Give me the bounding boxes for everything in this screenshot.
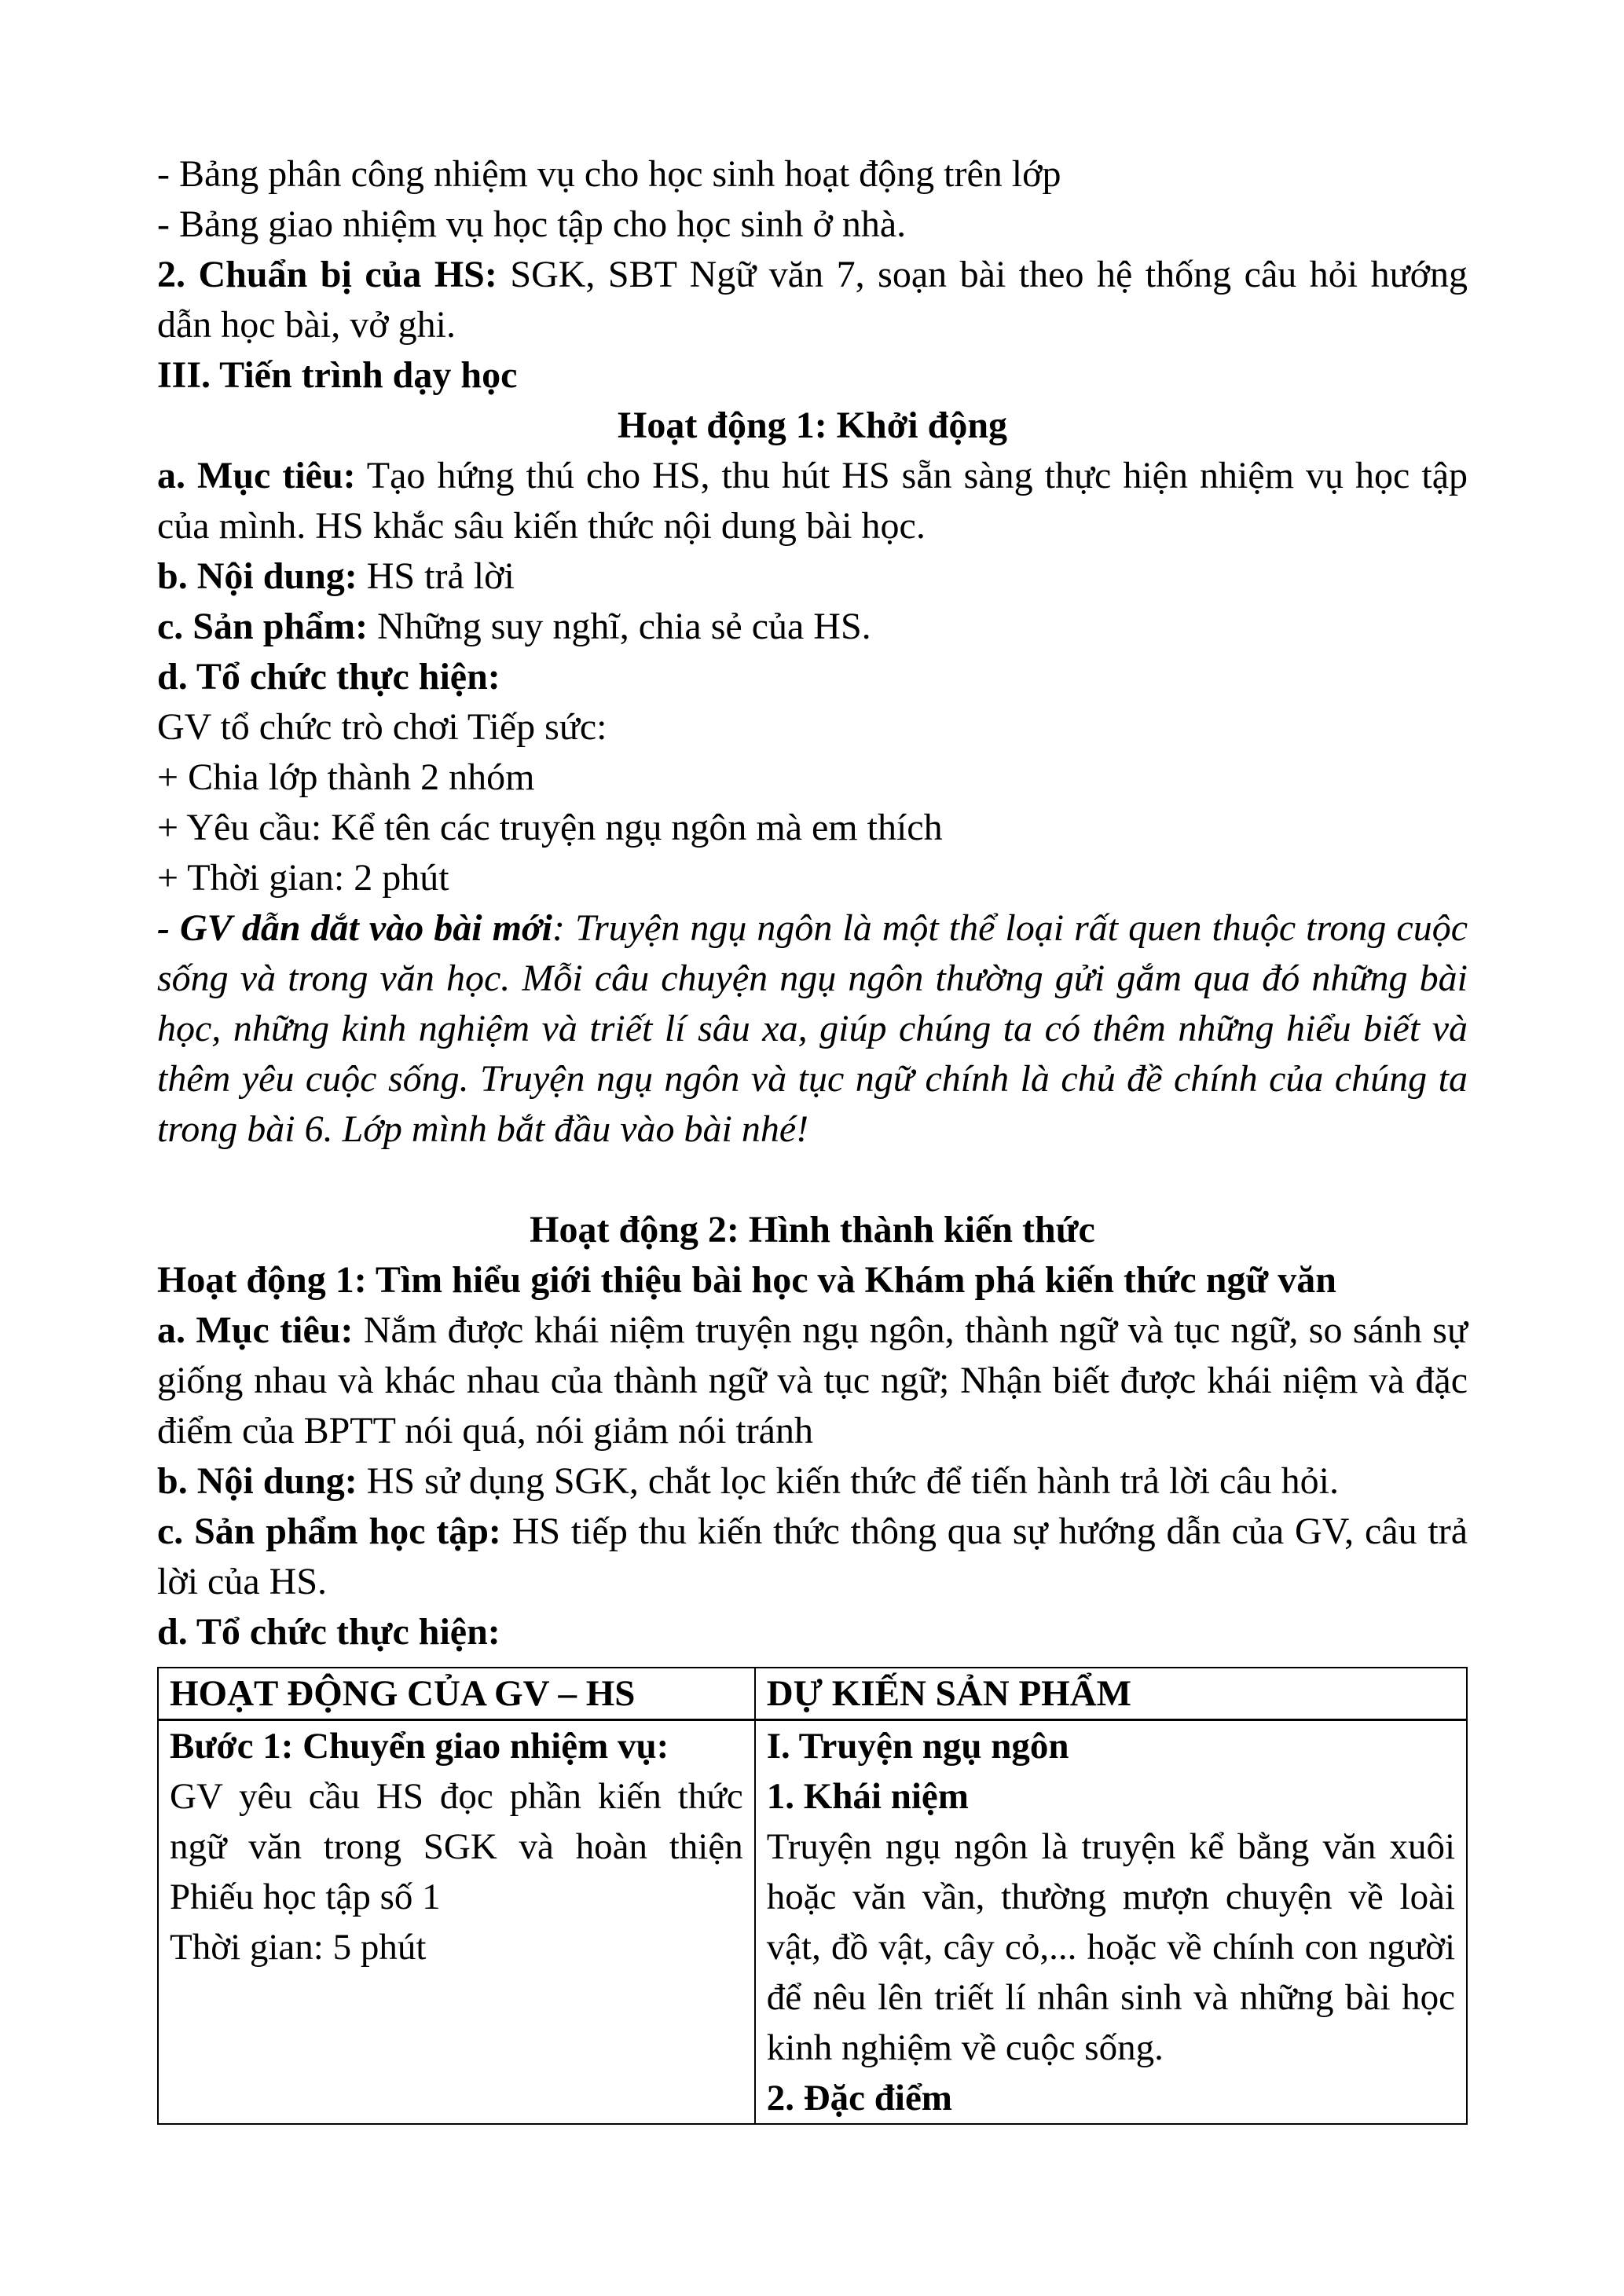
paragraph-student-preparation-text: SGK, SBT Ngữ văn 7, soạn bài theo hệ thống câu hỏi hướng dẫn học bài, vở ghi.: [157, 254, 1468, 346]
paragraph-activity2-content-label: b. Nội dung:: [157, 1460, 357, 1502]
table-step1-task: GV yêu cầu HS đọc phần kiến thức ngữ văn trong SGK và hoàn thiện Phiếu học tập số 1: [170, 1776, 743, 1917]
paragraph-activity2-target: [157, 1305, 1468, 1456]
table-step1-heading: Bước 1: Chuyển giao nhiệm vụ:: [170, 1726, 669, 1767]
heading-activity-1-warmup: Hoạt động 1: Khởi động: [617, 405, 1008, 446]
paragraph-activity1-game: GV tổ chức trò chơi Tiếp sức:: [157, 706, 607, 748]
heading-activity-2-knowledge: Hoạt động 2: Hình thành kiến thức: [530, 1209, 1095, 1251]
paragraph-lesson-lead-in-text: : Truyện ngụ ngôn là một thể loại rất quen thuộc trong cuộc sống và trong văn học. Mỗi câu chuyện ngụ ngôn thường gửi gắm qua đó những bài học, những kinh nghiệm và triết lí sâu xa, giúp chúng ta có thêm những hiểu biết và thêm yêu cuộc sống. Truyện ngụ ngôn và tục ngữ chính là chủ đề chính của chúng ta trong bài 6. Lớp mình bắt đầu vào bài nhé!: [157, 907, 1468, 1150]
paragraph-activity2-content-text: HS sử dụng SGK, chắt lọc kiến thức để tiến hành trả lời câu hỏi.: [357, 1460, 1339, 1502]
paragraph-activity1-organization: d. Tổ chức thực hiện:: [157, 656, 500, 698]
table-step1-time: Thời gian: 5 phút: [170, 1927, 427, 1968]
paragraph-activity1-step-request: + Yêu cầu: Kể tên các truyện ngụ ngôn mà em thích: [157, 807, 943, 848]
paragraph-student-preparation: [157, 250, 1468, 350]
paragraph-activity2-product: [157, 1507, 1468, 1607]
table-header-expected-products: DỰ KIẾN SẢN PHẨM: [755, 1668, 1467, 1720]
table-cell-expected-products: [755, 1720, 1467, 2125]
paragraph-activity2-product-label: c. Sản phẩm học tập:: [157, 1511, 501, 1552]
table-concept-text: Truyện ngụ ngôn là truyện kể bằng văn xuôi hoặc văn vần, thường mượn chuyện về loài vật, đồ vật, cây cỏ,... hoặc về chính con người để nêu lên triết lí nhân sinh và những bài học kinh nghiệm về cuộc sống.: [766, 1826, 1455, 2068]
table-concept-heading: 1. Khái niệm: [766, 1776, 969, 1817]
table-header-gv-hs-activities: HOẠT ĐỘNG CỦA GV – HS: [158, 1668, 755, 1720]
paragraph-activity2-product-text: HS tiếp thu kiến thức thông qua sự hướng dẫn của GV, câu trả lời của HS.: [157, 1511, 1468, 1602]
paragraph-activity1-product-label: c. Sản phẩm:: [157, 606, 368, 647]
paragraph-board-assignment: - Bảng phân công nhiệm vụ cho học sinh hoạt động trên lớp: [157, 153, 1061, 195]
table-features-heading: 2. Đặc điểm: [766, 2078, 952, 2118]
paragraph-activity1-content-label: b. Nội dung:: [157, 555, 357, 597]
paragraph-activity1-content-text: HS trả lời: [357, 555, 515, 597]
paragraph-board-homework: - Bảng giao nhiệm vụ học tập cho học sinh ở nhà.: [157, 203, 907, 245]
paragraph-activity2-target-label: a. Mục tiêu:: [157, 1309, 354, 1351]
paragraph-activity1-step-groups: + Chia lớp thành 2 nhóm: [157, 756, 535, 798]
paragraph-lesson-lead-in-label: - GV dẫn dắt vào bài mới: [157, 907, 553, 949]
paragraph-activity1-content: [157, 551, 1468, 602]
paragraph-student-preparation-label: 2. Chuẩn bị của HS:: [157, 254, 497, 295]
paragraph-activity1-target-label: a. Mục tiêu:: [157, 455, 356, 496]
paragraph-activity1-step-time: + Thời gian: 2 phút: [157, 857, 449, 899]
table-header-row: [158, 1668, 1467, 1720]
table-section-fables: I. Truyện ngụ ngôn: [766, 1726, 1069, 1767]
table-body-row: [158, 1720, 1467, 2125]
paragraph-lesson-lead-in: [157, 903, 1468, 1155]
blank-line: [157, 1155, 1468, 1205]
heading-activity-2-sub: Hoạt động 1: Tìm hiểu giới thiệu bài học và Khám phá kiến thức ngữ văn: [157, 1259, 1336, 1301]
paragraph-activity1-product-text: Những suy nghĩ, chia sẻ của HS.: [368, 606, 871, 647]
paragraph-activity2-target-text: Nắm được khái niệm truyện ngụ ngôn, thành ngữ và tục ngữ, so sánh sự giống nhau và khác nhau của thành ngữ và tục ngữ; Nhận biết được khái niệm và đặc điểm của BPTT nói quá, nói giảm nói tránh: [157, 1309, 1468, 1452]
heading-teaching-process: III. Tiến trình dạy học: [157, 354, 518, 396]
paragraph-activity1-product: [157, 602, 1468, 652]
paragraph-activity2-content: [157, 1456, 1468, 1507]
paragraph-activity1-target: [157, 451, 1468, 551]
paragraph-activity1-target-text: Tạo hứng thú cho HS, thu hút HS sẵn sàng thực hiện nhiệm vụ học tập của mình. HS khắc sâu kiến thức nội dung bài học.: [157, 455, 1468, 547]
paragraph-activity2-organization: d. Tổ chức thực hiện:: [157, 1611, 500, 1653]
table-cell-gv-hs-activities: [158, 1720, 755, 2125]
lesson-plan-table: [157, 1667, 1468, 2125]
